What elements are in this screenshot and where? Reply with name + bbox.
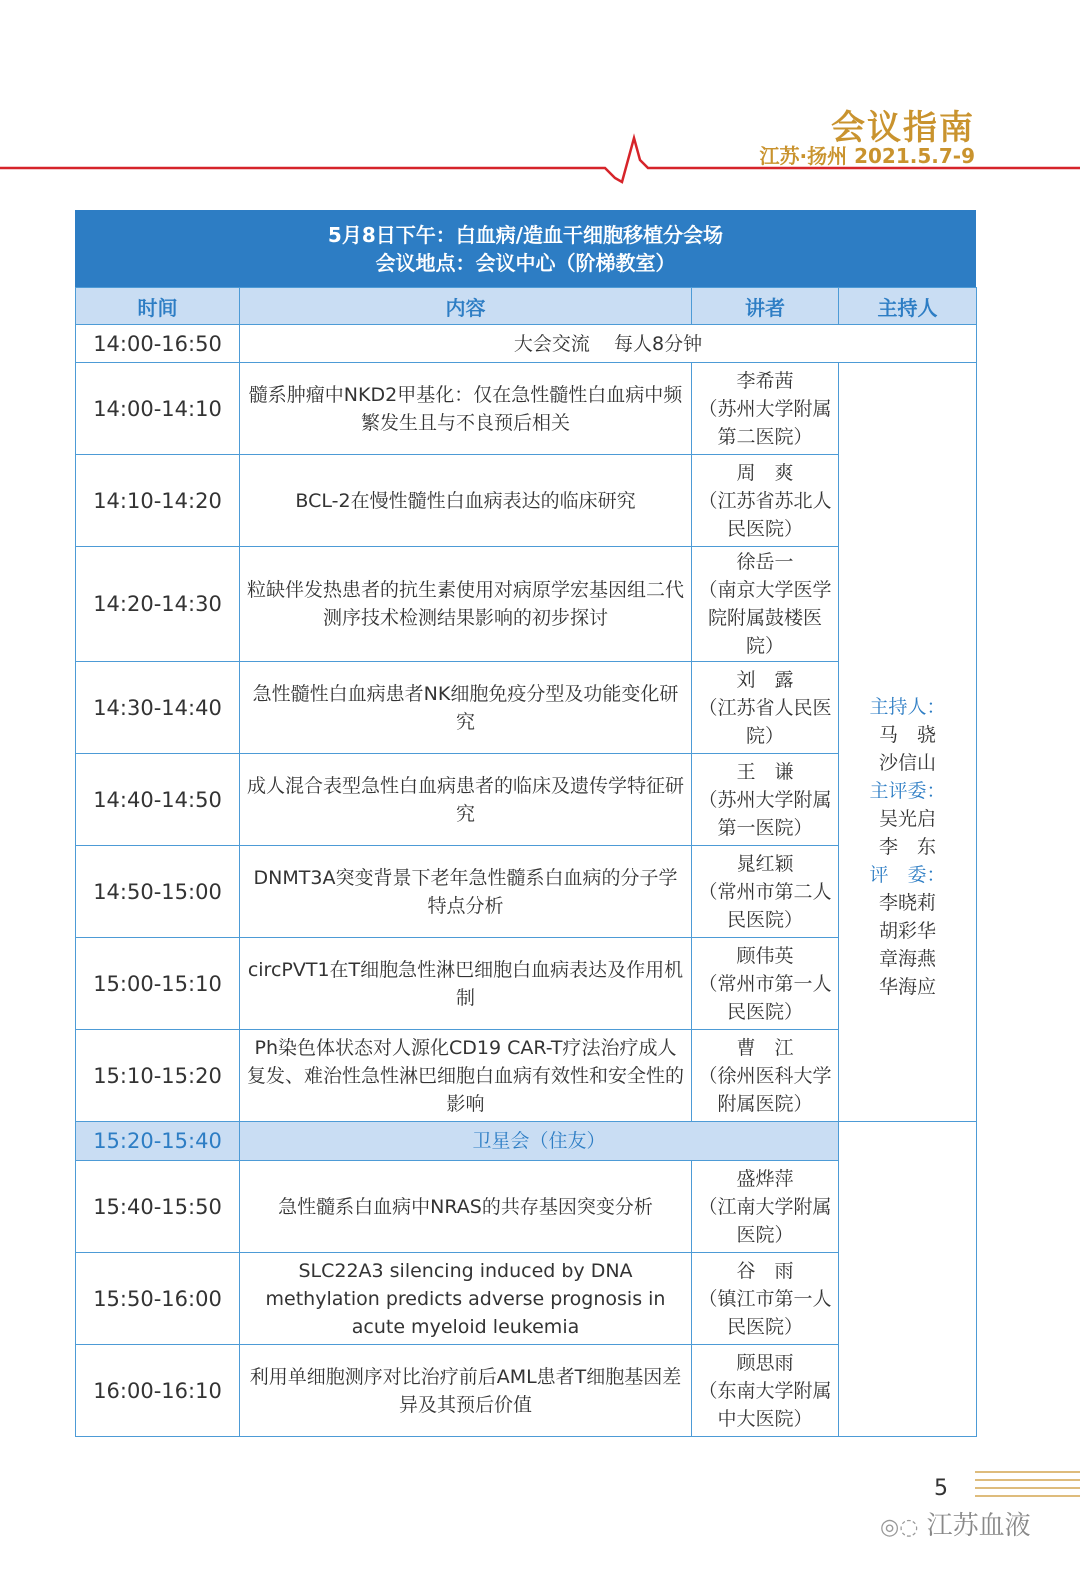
row-time: 16:00-16:10 <box>76 1345 240 1437</box>
brand-name: 江苏血液 <box>926 1511 1031 1541</box>
overview-content: 大会交流 每人8分钟 <box>240 325 977 363</box>
speaker-name: 李希茜 <box>736 369 794 392</box>
chair-panel <box>839 363 977 1122</box>
speaker-hospital: （东南大学附属中大医院） <box>698 1379 832 1430</box>
judge-name: 李晓莉 <box>878 892 936 914</box>
chief-judge-label: 主评委： <box>869 780 946 802</box>
speaker-hospital: （常州市第二人民医院） <box>698 880 832 931</box>
speaker-hospital: （苏州大学附属第二医院） <box>698 397 832 448</box>
speaker-hospital: （江南大学附属医院） <box>698 1195 832 1246</box>
row-time: 14:10-14:20 <box>76 455 240 547</box>
row-time: 15:10-15:20 <box>76 1030 240 1122</box>
row-speaker <box>692 363 839 455</box>
row-speaker <box>692 846 839 938</box>
speaker-hospital: （常州市第一人民医院） <box>698 972 832 1023</box>
row-time: 14:20-14:30 <box>76 547 240 662</box>
speaker-name: 徐岳一 <box>736 551 794 573</box>
row-speaker <box>692 455 839 547</box>
chief-judge-name: 李 东 <box>878 836 936 858</box>
row-time: 15:00-15:10 <box>76 938 240 1030</box>
row-time: 14:30-14:40 <box>76 662 240 754</box>
table-row <box>76 363 977 455</box>
session-banner <box>75 210 976 287</box>
column-header-chair: 主持人 <box>839 288 977 325</box>
row-content: 髓系肿瘤中NKD2甲基化：仅在急性髓性白血病中频繁发生且与不良预后相关 <box>240 363 692 455</box>
row-content: 急性髓性白血病患者NK细胞免疫分型及功能变化研究 <box>240 662 692 754</box>
banner-title: 5月8日下午：白血病/造血干细胞移植分会场 <box>327 223 724 247</box>
decorative-lines-icon <box>975 1468 1080 1504</box>
speaker-name: 曹 江 <box>736 1036 794 1059</box>
header-subtitle: 江苏·扬州 2021.5.7-9 <box>759 144 975 168</box>
row-speaker <box>692 547 839 662</box>
host-name: 沙信山 <box>878 752 936 774</box>
speaker-name: 刘 露 <box>736 668 794 691</box>
host-name: 马 骁 <box>878 724 936 746</box>
footer-brand <box>880 1505 1031 1542</box>
speaker-hospital: （苏州大学附属第一医院） <box>698 788 832 839</box>
table-header-row <box>76 288 977 325</box>
break-content: 卫星会（住友） <box>240 1122 839 1161</box>
row-speaker <box>692 1345 839 1437</box>
speaker-hospital: （镇江市第一人民医院） <box>698 1287 832 1338</box>
judge-name: 华海应 <box>878 976 936 998</box>
row-content: circPVT1在T细胞急性淋巴细胞白血病表达及作用机制 <box>240 938 692 1030</box>
judge-name: 胡彩华 <box>878 920 936 942</box>
header-title: 会议指南 <box>831 108 975 148</box>
speaker-name: 晁红颖 <box>736 852 794 875</box>
overview-time: 14:00-16:50 <box>76 325 240 363</box>
judge-name: 章海燕 <box>878 948 936 970</box>
row-content: Ph染色体状态对人源化CD19 CAR-T疗法治疗成人复发、难治性急性淋巴细胞白血病有效性和安全性的影响 <box>240 1030 692 1122</box>
speaker-name: 盛烨萍 <box>736 1167 794 1190</box>
row-time: 15:40-15:50 <box>76 1161 240 1253</box>
row-content: SLC22A3 silencing induced by DNA methylation predicts adverse prognosis in acute myeloid leukemia <box>240 1253 692 1345</box>
speaker-name: 谷 雨 <box>736 1259 794 1282</box>
speaker-hospital: （南京大学医学院附属鼓楼医院） <box>698 579 832 657</box>
schedule-table-container <box>75 210 976 1435</box>
speaker-name: 周 爽 <box>736 461 794 484</box>
row-speaker <box>692 754 839 846</box>
row-time: 14:40-14:50 <box>76 754 240 846</box>
row-time: 14:50-15:00 <box>76 846 240 938</box>
column-header-speaker: 讲者 <box>692 288 839 325</box>
row-content: 急性髓系白血病中NRAS的共存基因突变分析 <box>240 1161 692 1253</box>
speaker-name: 王 谦 <box>736 760 794 783</box>
speaker-hospital: （江苏省苏北人民医院） <box>698 489 832 540</box>
row-content: 粒缺伴发热患者的抗生素使用对病原学宏基因组二代测序技术检测结果影响的初步探讨 <box>240 547 692 662</box>
host-label: 主持人： <box>869 696 946 718</box>
break-time: 15:20-15:40 <box>76 1122 240 1161</box>
speaker-hospital: （江苏省人民医院） <box>698 696 832 747</box>
row-speaker <box>692 938 839 1030</box>
row-content: 利用单细胞测序对比治疗前后AML患者T细胞基因差异及其预后价值 <box>240 1345 692 1437</box>
wechat-icon: ◎◌ <box>880 1515 919 1540</box>
speaker-name: 顾伟英 <box>736 944 794 967</box>
row-content: BCL-2在慢性髓性白血病表达的临床研究 <box>240 455 692 547</box>
row-content: DNMT3A突变背景下老年急性髓系白血病的分子学特点分析 <box>240 846 692 938</box>
schedule-table <box>75 287 977 1437</box>
row-speaker <box>692 1253 839 1345</box>
overview-row <box>76 325 977 363</box>
chair-panel-continued <box>839 1122 977 1437</box>
break-row <box>76 1122 977 1161</box>
speaker-name: 顾思雨 <box>736 1351 794 1374</box>
row-time: 14:00-14:10 <box>76 363 240 455</box>
judge-label: 评 委： <box>869 864 946 886</box>
row-speaker <box>692 1161 839 1253</box>
row-speaker <box>692 1030 839 1122</box>
row-content: 成人混合表型急性白血病患者的临床及遗传学特征研究 <box>240 754 692 846</box>
row-time: 15:50-16:00 <box>76 1253 240 1345</box>
chief-judge-name: 吴光启 <box>878 808 936 830</box>
speaker-hospital: （徐州医科大学附属医院） <box>698 1064 832 1115</box>
column-header-content: 内容 <box>240 288 692 325</box>
row-speaker <box>692 662 839 754</box>
page-number: 5 <box>934 1476 948 1501</box>
column-header-time: 时间 <box>76 288 240 325</box>
banner-venue: 会议地点：会议中心（阶梯教室） <box>375 251 676 275</box>
